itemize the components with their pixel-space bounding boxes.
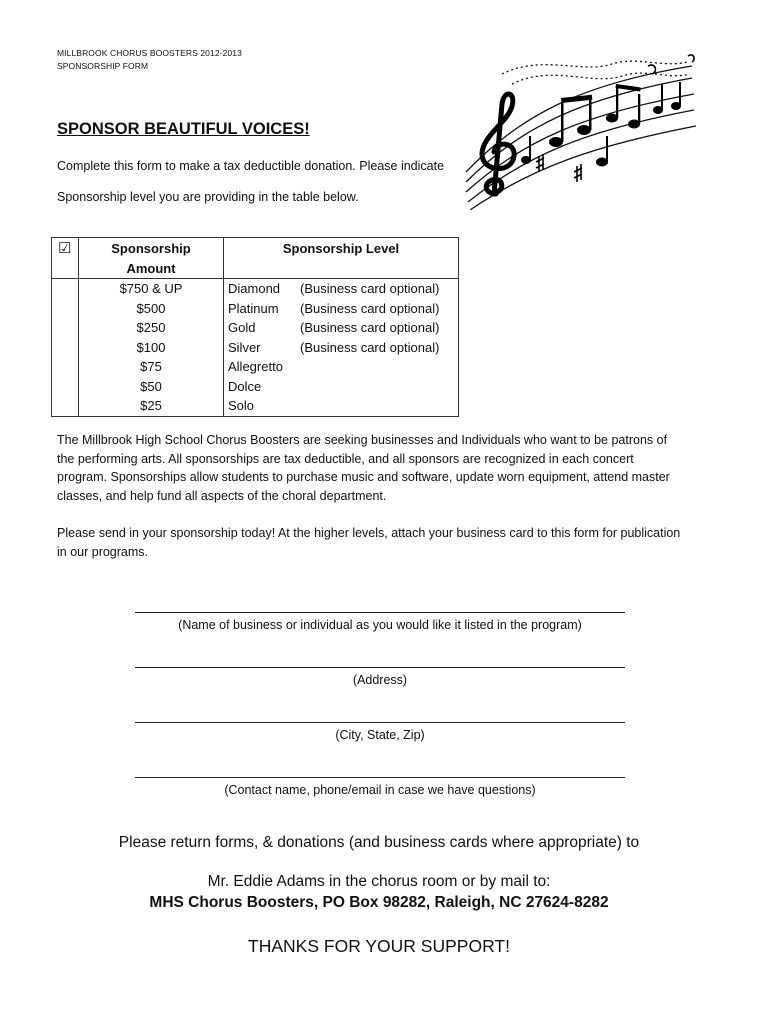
description-paragraph: The Millbrook High School Chorus Boosters are seeking businesses and Individuals who want to be patrons of the performing arts. All sponsorships are tax deductible, and all sponsors are recognized in each concert program. Sponsorships allow students to purchase music and software, update worn equipment, attend master classes, and help fund all aspects of the choral department. <box>57 433 670 503</box>
music-notes-staff-icon <box>462 44 698 210</box>
intro-line-2: Sponsorship level you are providing in the table below. <box>57 190 359 204</box>
row-amount: $250 <box>79 318 224 338</box>
name-field[interactable] <box>135 612 625 632</box>
contact-field[interactable] <box>135 777 625 797</box>
row-level <box>224 279 459 299</box>
level-name: Platinum <box>228 300 279 316</box>
contact-field-line[interactable] <box>135 777 625 778</box>
level-name: Diamond <box>228 281 281 296</box>
city-state-zip-field[interactable] <box>135 722 625 742</box>
thanks-message: THANKS FOR YOUR SUPPORT! <box>248 936 510 956</box>
row-amount: $75 <box>79 357 224 377</box>
level-name: Solo <box>228 398 255 413</box>
row-amount: $100 <box>79 338 224 358</box>
amount-header-line-1: Sponsorship <box>111 241 191 256</box>
form-header <box>57 47 242 73</box>
page-title: SPONSOR BEAUTIFUL VOICES! <box>57 120 310 138</box>
row-checkbox-cell[interactable] <box>52 357 79 377</box>
return-instructions: Please return forms, & donations (and business cards where appropriate) to <box>118 834 640 851</box>
table-row <box>52 318 459 338</box>
row-checkbox-cell[interactable] <box>52 299 79 319</box>
level-note: (Business card optional) <box>300 339 440 355</box>
name-field-line[interactable] <box>135 612 625 613</box>
row-amount: $50 <box>79 377 224 397</box>
row-level <box>224 299 459 319</box>
city-field-line[interactable] <box>135 722 625 723</box>
address-field-line[interactable] <box>135 667 625 668</box>
table-row <box>52 377 459 397</box>
row-amount: $500 <box>79 299 224 319</box>
address-field[interactable] <box>135 667 625 687</box>
row-amount: $25 <box>79 396 224 416</box>
header-org-line: MILLBROOK CHORUS BOOSTERS 2012-2013 <box>57 48 242 58</box>
row-checkbox-cell[interactable] <box>52 318 79 338</box>
header-form-line: SPONSORSHIP FORM <box>57 61 149 71</box>
level-name: Silver <box>228 339 261 355</box>
row-level <box>224 318 459 338</box>
level-note: (Business card optional) <box>300 300 440 316</box>
row-checkbox-cell[interactable] <box>52 377 79 397</box>
row-checkbox-cell[interactable] <box>52 396 79 416</box>
level-column-header: Sponsorship Level <box>224 238 459 279</box>
row-level <box>224 396 459 416</box>
amount-column-header <box>79 238 224 279</box>
intro-line-1: Complete this form to make a tax deductible donation. Please indicate <box>57 159 445 173</box>
return-recipient: Mr. Eddie Adams in the chorus room or by mail to: <box>207 873 551 890</box>
row-amount: $750 & UP <box>79 279 224 299</box>
mailing-address: MHS Chorus Boosters, PO Box 98282, Raleigh, NC 27624-8282 <box>149 894 609 911</box>
table-row <box>52 396 459 416</box>
row-checkbox-cell[interactable] <box>52 279 79 299</box>
level-name: Dolce <box>228 378 262 394</box>
level-note: (Business card optional) <box>300 281 440 296</box>
row-level <box>224 377 459 397</box>
table-row <box>52 357 459 377</box>
level-name: Gold <box>228 320 256 335</box>
sponsorship-table <box>51 237 459 417</box>
checkbox-header-icon: ☑ <box>52 238 79 279</box>
level-name: Allegretto <box>228 359 283 374</box>
row-checkbox-cell[interactable] <box>52 338 79 358</box>
table-row <box>52 338 459 358</box>
table-row <box>52 299 459 319</box>
address-field-label: (Address) <box>352 673 408 687</box>
row-level <box>224 357 459 377</box>
city-field-label: (City, State, Zip) <box>335 728 425 742</box>
instructions-paragraph: Please send in your sponsorship today! At the higher levels, attach your business card to this form for publication in our programs. <box>57 526 681 559</box>
name-field-label: (Name of business or individual as you would like it listed in the program) <box>178 618 582 632</box>
row-level <box>224 338 459 358</box>
level-note: (Business card optional) <box>300 320 440 335</box>
table-header-row <box>52 238 459 279</box>
table-row <box>52 279 459 299</box>
amount-header-line-2: Amount <box>126 260 176 276</box>
contact-field-label: (Contact name, phone/email in case we have questions) <box>224 783 536 797</box>
